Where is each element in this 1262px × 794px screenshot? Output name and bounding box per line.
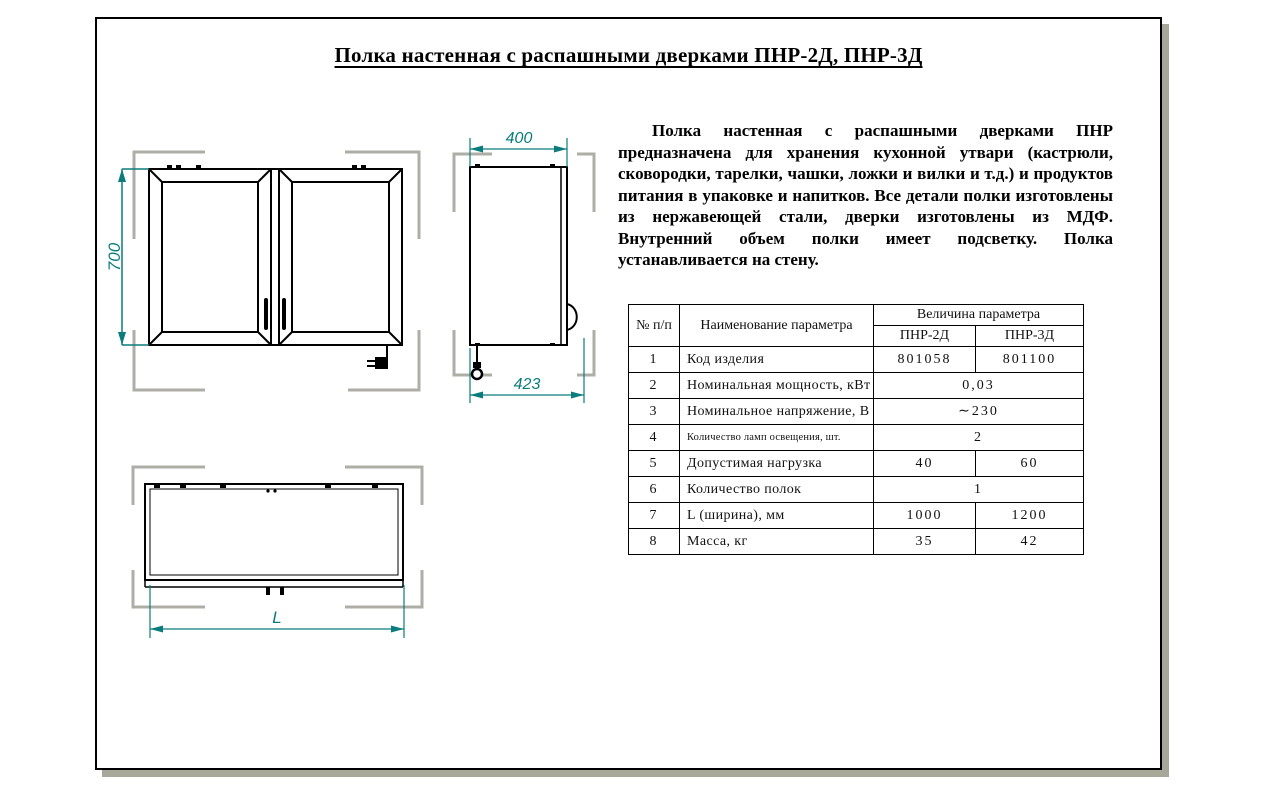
header-model2: ПНР-3Д (976, 326, 1084, 347)
table-row (629, 425, 1084, 451)
dimension-L-label: L (272, 608, 282, 627)
table-row (629, 477, 1084, 503)
param-name: Количество ламп освещения, шт. (680, 425, 874, 451)
row-num: 6 (629, 477, 680, 503)
param-value-shared: 0,03 (874, 373, 1084, 399)
param-name: Номинальная мощность, кВт (680, 373, 874, 399)
table-row (629, 451, 1084, 477)
table-row (629, 373, 1084, 399)
table-row (629, 529, 1084, 555)
header-model1: ПНР-2Д (874, 326, 976, 347)
top-view-drawing (122, 457, 442, 657)
row-num: 1 (629, 347, 680, 373)
row-num: 7 (629, 503, 680, 529)
page-title: Полка настенная с распашными дверками ПНР-2Д, ПНР-3Д (334, 43, 923, 67)
power-cord-icon (472, 345, 482, 379)
param-value-model1: 1000 (874, 503, 976, 529)
param-value-shared: ∼230 (874, 399, 1084, 425)
front-view-drawing (105, 131, 427, 397)
param-name: Допустимая нагрузка (680, 451, 874, 477)
row-num: 4 (629, 425, 680, 451)
row-num: 2 (629, 373, 680, 399)
product-description: Полка настенная с распашными дверками ПНР предназначена для хранения кухонной утвари (кастрюли, сковородки, тарелки, чашки, ложки и вилки и т.д.) и продуктов питания в упаковке и напитков. Все детали полки изготовлены из нержавеющей стали, дверки изготовлены из МДФ. Внутренний объем полки имеет подсветку. Полка устанавливается на стену. (618, 121, 1113, 269)
param-value-model2: 1200 (976, 503, 1084, 529)
dimension-423-label: 423 (513, 376, 541, 393)
param-value-shared: 1 (874, 477, 1084, 503)
header-num: № п/п (629, 305, 680, 347)
param-value-shared: 2 (874, 425, 1084, 451)
power-cord-icon (367, 345, 388, 369)
cabinet-top-outline (145, 484, 403, 587)
param-name: Масса, кг (680, 529, 874, 555)
door-handles (266, 587, 284, 595)
param-value-model1: 40 (874, 451, 976, 477)
header-name: Наименование параметра (680, 305, 874, 347)
table-row (629, 399, 1084, 425)
param-name: Номинальное напряжение, В (680, 399, 874, 425)
dimension-423 (470, 338, 584, 403)
table-row (629, 347, 1084, 373)
row-num: 8 (629, 529, 680, 555)
param-value-model2: 42 (976, 529, 1084, 555)
sheet (95, 17, 1162, 770)
dimension-700-label: 700 (105, 242, 124, 272)
side-view-drawing (447, 122, 607, 412)
spec-table (628, 304, 1084, 555)
param-value-model2: 801100 (976, 347, 1084, 373)
table-header-row (629, 305, 1084, 326)
table-row (629, 503, 1084, 529)
row-num: 5 (629, 451, 680, 477)
dimension-400-label: 400 (505, 130, 533, 147)
cabinet-side-outline (470, 167, 577, 345)
row-num: 3 (629, 399, 680, 425)
param-value-model1: 35 (874, 529, 976, 555)
param-name: Количество полок (680, 477, 874, 503)
header-value-group: Величина параметра (874, 305, 1084, 326)
param-name: L (ширина), мм (680, 503, 874, 529)
param-value-model2: 60 (976, 451, 1084, 477)
param-name: Код изделия (680, 347, 874, 373)
cabinet-front-outline (149, 169, 402, 345)
param-value-model1: 801058 (874, 347, 976, 373)
